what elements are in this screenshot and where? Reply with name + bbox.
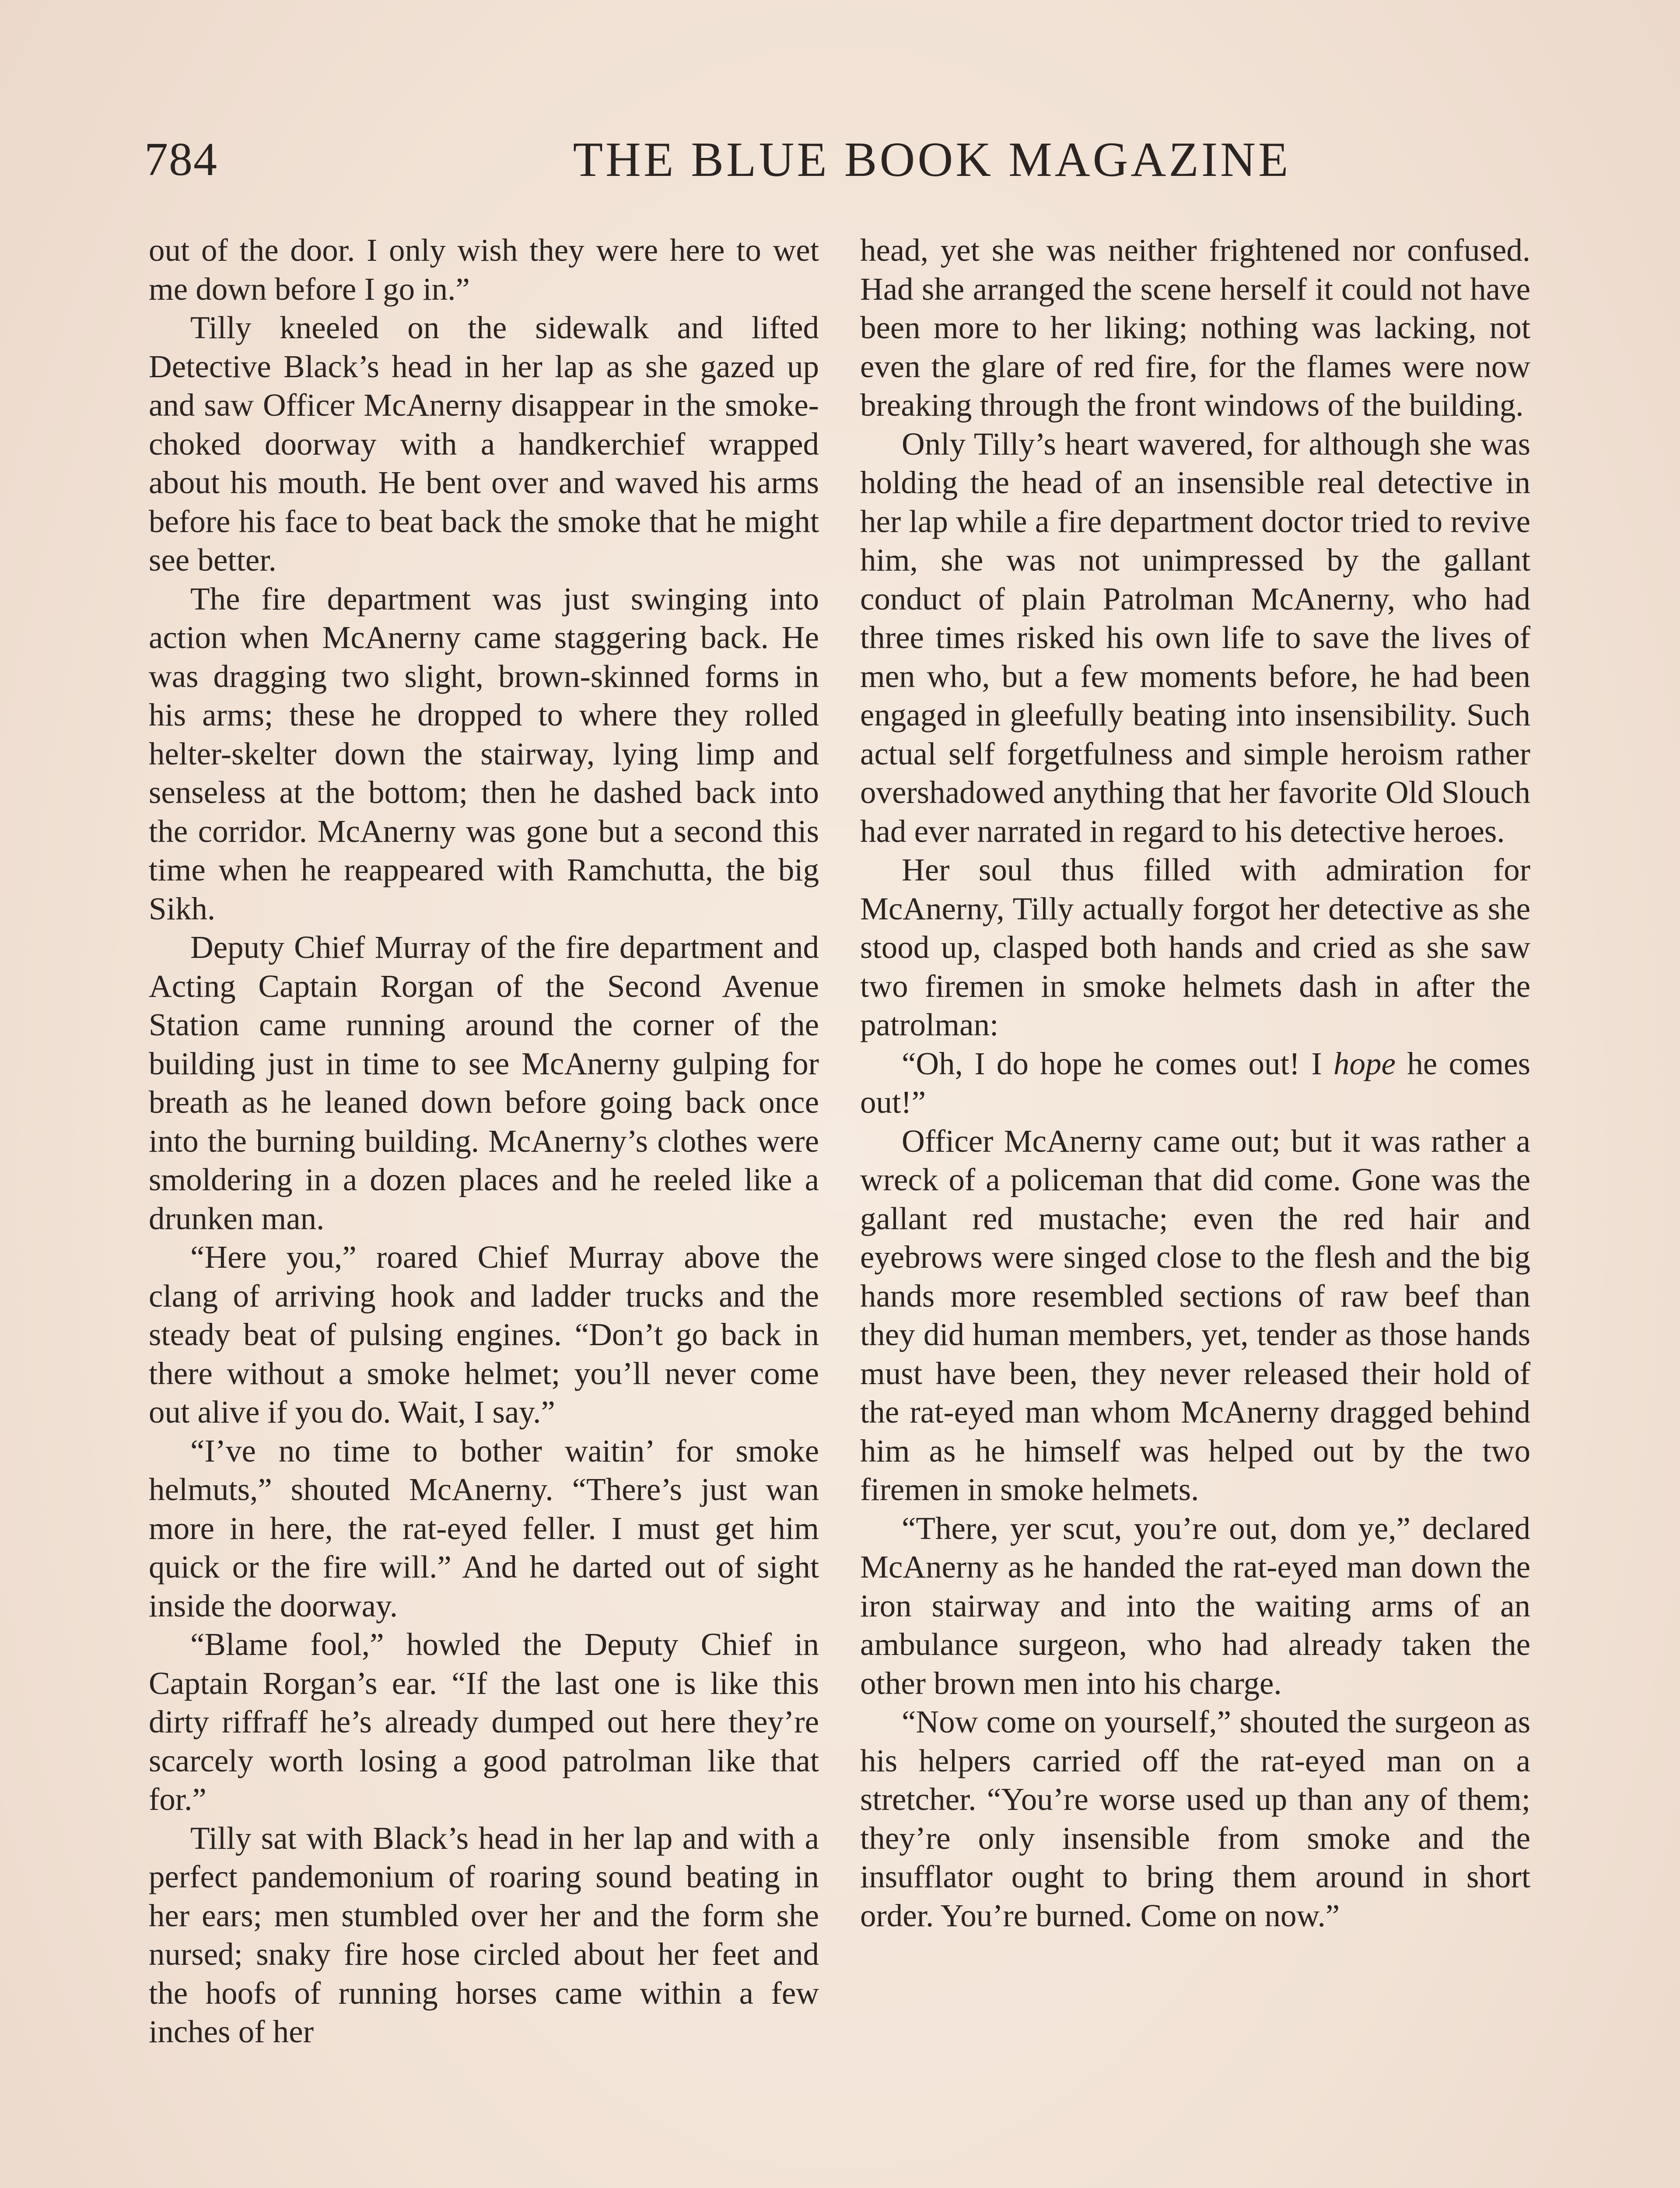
quote-text: “Oh, I do hope he comes out! I bbox=[902, 1045, 1334, 1081]
page-header bbox=[144, 127, 1562, 193]
paragraph: Tilly sat with Black’s head in her lap and with a perfect pandemonium of roaring sound beating in her ears; men stumbled over her and the form she nursed; snaky fire hose circled about her feet and the hoofs of running horses came within a few inches of her bbox=[149, 1820, 819, 2049]
paragraph: “There, yer scut, you’re out, dom ye,” declared McAnerny as he handed the rat-eyed man down the iron stairway and into the waiting arms of an ambulance surgeon, who had already taken the other brown men into his charge. bbox=[860, 1510, 1530, 1701]
paragraph bbox=[860, 1045, 1530, 1122]
paragraph: “I’ve no time to bother waitin’ for smoke helmuts,” shouted McAnerny. “There’s just wan more in here, the rat-eyed feller. I must get him quick or the fire will.” And he darted out of sight inside the doorway. bbox=[149, 1433, 819, 1623]
paragraph: The fire department was just swinging into action when McAnerny came staggering back. He was dragging two slight, brown-skinned forms in his arms; these he dropped to where they rolled helter-skelter down the stairway, lying limp and senseless at the bottom; then he dashed back into the corridor. McAnerny was gone but a second this time when he reappeared with Ramchutta, the big Sikh. bbox=[149, 581, 819, 926]
paragraph: “Now come on yourself,” shouted the surgeon as his helpers carried off the rat-eyed man on a stretcher. “You’re worse used up than any of them; they’re only insensible from smoke and the insufflator ought to bring them around in short order. You’re burned. Come on now.” bbox=[860, 1704, 1530, 1933]
right-text-column bbox=[860, 231, 1530, 1935]
paragraph: Her soul thus filled with admiration for McAnerny, Tilly actually forgot her detective as she stood up, clasped both hands and cried as she saw two firemen in smoke helmets dash in after the patrolman: bbox=[860, 852, 1530, 1042]
paragraph: head, yet she was neither frightened nor confused. Had she arranged the scene herself it could not have been more to her liking; nothing was lacking, not even the glare of red fire, for the flames were now breaking through the front windows of the building. bbox=[860, 232, 1530, 423]
running-title: THE BLUE BOOK MAGAZINE bbox=[573, 133, 1291, 187]
left-text-column bbox=[149, 231, 819, 2051]
paragraph: out of the door. I only wish they were here to wet me down before I go in.” bbox=[149, 232, 819, 307]
paragraph: “Here you,” roared Chief Murray above the clang of arriving hook and ladder trucks and the steady beat of pulsing engines. “Don’t go back in there without a smoke helmet; you’ll never come out alive if you do. Wait, I say.” bbox=[149, 1239, 819, 1430]
paragraph: Deputy Chief Murray of the fire department and Acting Captain Rorgan of the Second Avenue Station came running around the corner of the building just in time to see McAnerny gulping for breath as he leaned down before going back once into the burning building. McAnerny’s clothes were smoldering in a dozen places and he reeled like a drunken man. bbox=[149, 929, 819, 1236]
paragraph: “Blame fool,” howled the Deputy Chief in Captain Rorgan’s ear. “If the last one is like this dirty riffraff he’s already dumped out here they’re scarcely worth losing a good patrolman like that for.” bbox=[149, 1627, 819, 1817]
emphasis-text: hope bbox=[1334, 1045, 1396, 1081]
quote-text: he comes out!” bbox=[860, 1045, 1530, 1120]
paragraph: Tilly kneeled on the sidewalk and lifted Detective Black’s head in her lap as she gazed up and saw Officer McAnerny disappear in the smoke-choked doorway with a handkerchief wrapped about his mouth. He bent over and waved his arms before his face to beat back the smoke that he might see better. bbox=[149, 310, 819, 578]
paragraph: Officer McAnerny came out; but it was rather a wreck of a policeman that did come. Gone was the gallant red mustache; even the red hair and eyebrows were singed close to the flesh and the big hands more resembled sections of raw beef than they did human members, yet, tender as those hands must have been, they never released their hold of the rat-eyed man whom McAnerny dragged behind him as he himself was helped out by the two firemen in smoke helmets. bbox=[860, 1123, 1530, 1507]
paragraph: Only Tilly’s heart wavered, for although she was holding the head of an insensible real detective in her lap while a fire department doctor tried to revive him, she was not unimpressed by the gallant conduct of plain Patrolman McAnerny, who had three times risked his own life to save the lives of men who, but a few moments before, he had been engaged in gleefully beating into insensibility. Such actual self forgetfulness and simple heroism rather overshadowed anything that her favorite Old Slouch had ever narrated in regard to his detective heroes. bbox=[860, 426, 1530, 849]
page-number: 784 bbox=[144, 133, 218, 186]
